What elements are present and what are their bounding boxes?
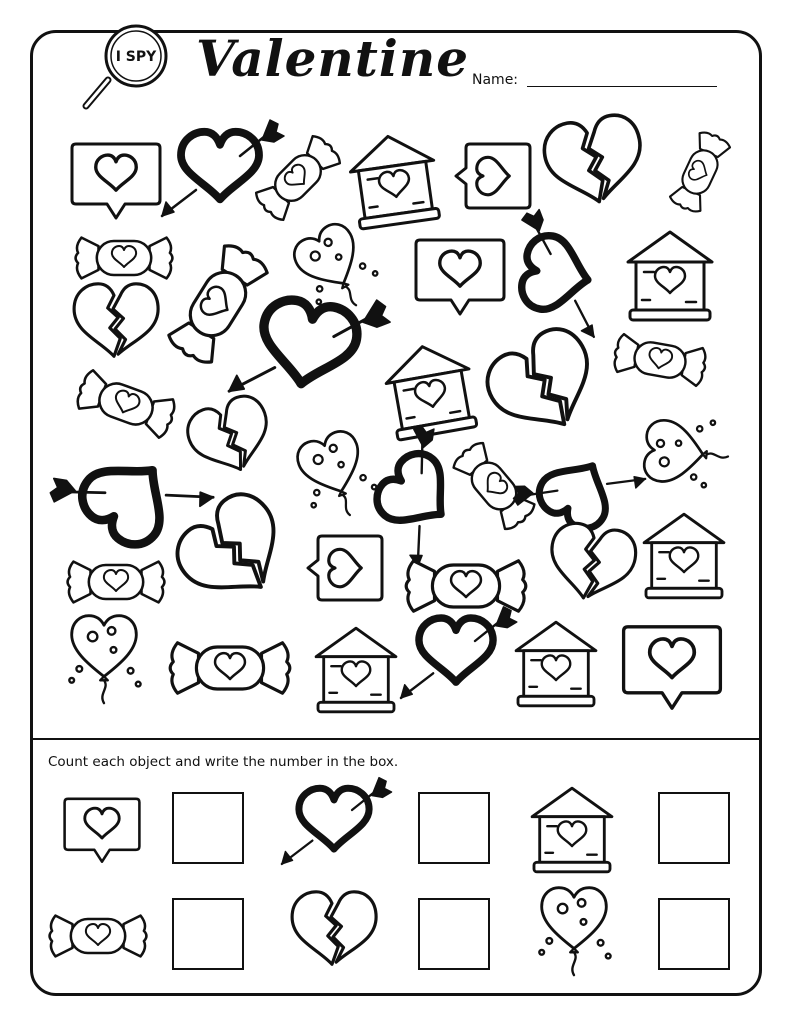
heart-chat-bubble-icon <box>624 627 721 708</box>
heart-chat-bubble-icon <box>416 240 504 314</box>
answer-box-heart-arrow[interactable] <box>418 792 490 864</box>
heart-chat-bubble-icon <box>308 536 382 600</box>
key-heart-arrow-icon <box>282 778 392 864</box>
answer-box-balloon[interactable] <box>658 898 730 970</box>
key-wrapped-candy-icon <box>50 916 147 957</box>
heart-house-icon <box>628 232 712 320</box>
heart-house-icon <box>316 628 396 712</box>
broken-heart-icon <box>477 319 612 449</box>
answer-box-house[interactable] <box>658 792 730 864</box>
wrapped-candy-icon <box>612 333 708 387</box>
logo-text: I SPY <box>115 49 157 65</box>
heart-arrow-icon <box>401 607 517 698</box>
heart-house-icon <box>644 514 724 598</box>
broken-heart-icon <box>74 284 158 356</box>
instruction-text: Count each object and write the number in the box. <box>48 754 399 770</box>
name-label: Name: <box>472 72 519 88</box>
broken-heart-icon <box>181 390 280 482</box>
broken-heart-icon <box>540 111 649 209</box>
heart-balloon-icon <box>291 425 383 526</box>
heart-balloon-icon <box>69 616 140 703</box>
key-heart-balloon-icon <box>539 888 610 975</box>
heart-house-icon <box>346 131 441 230</box>
heart-arrow-icon <box>504 207 614 337</box>
wrapped-candy-icon <box>68 562 165 603</box>
heart-arrow-icon <box>229 278 393 417</box>
wrapped-candy-icon <box>668 129 732 216</box>
page-title: Valentine <box>196 29 470 88</box>
heart-house-icon <box>516 622 596 706</box>
wrapped-candy-icon <box>170 643 290 693</box>
answer-box-broken-heart[interactable] <box>418 898 490 970</box>
wrapped-candy-icon <box>406 561 526 611</box>
broken-heart-icon <box>544 520 639 606</box>
key-heart-chat-bubble-icon <box>65 799 140 862</box>
heart-balloon-icon <box>643 415 731 489</box>
heart-house-icon <box>381 339 479 440</box>
wrapped-candy-icon <box>165 240 271 368</box>
wrapped-candy-icon <box>76 238 173 279</box>
key-broken-heart-icon <box>292 892 376 964</box>
answer-box-chat-bubble[interactable] <box>172 792 244 864</box>
broken-heart-icon <box>165 483 302 619</box>
section-divider <box>30 738 762 740</box>
key-heart-house-icon <box>532 788 612 872</box>
heart-chat-bubble-icon <box>72 144 160 218</box>
wrapped-candy-icon <box>252 132 344 224</box>
wrapped-candy-icon <box>73 368 178 439</box>
answer-box-candy[interactable] <box>172 898 244 970</box>
heart-chat-bubble-icon <box>456 144 530 208</box>
